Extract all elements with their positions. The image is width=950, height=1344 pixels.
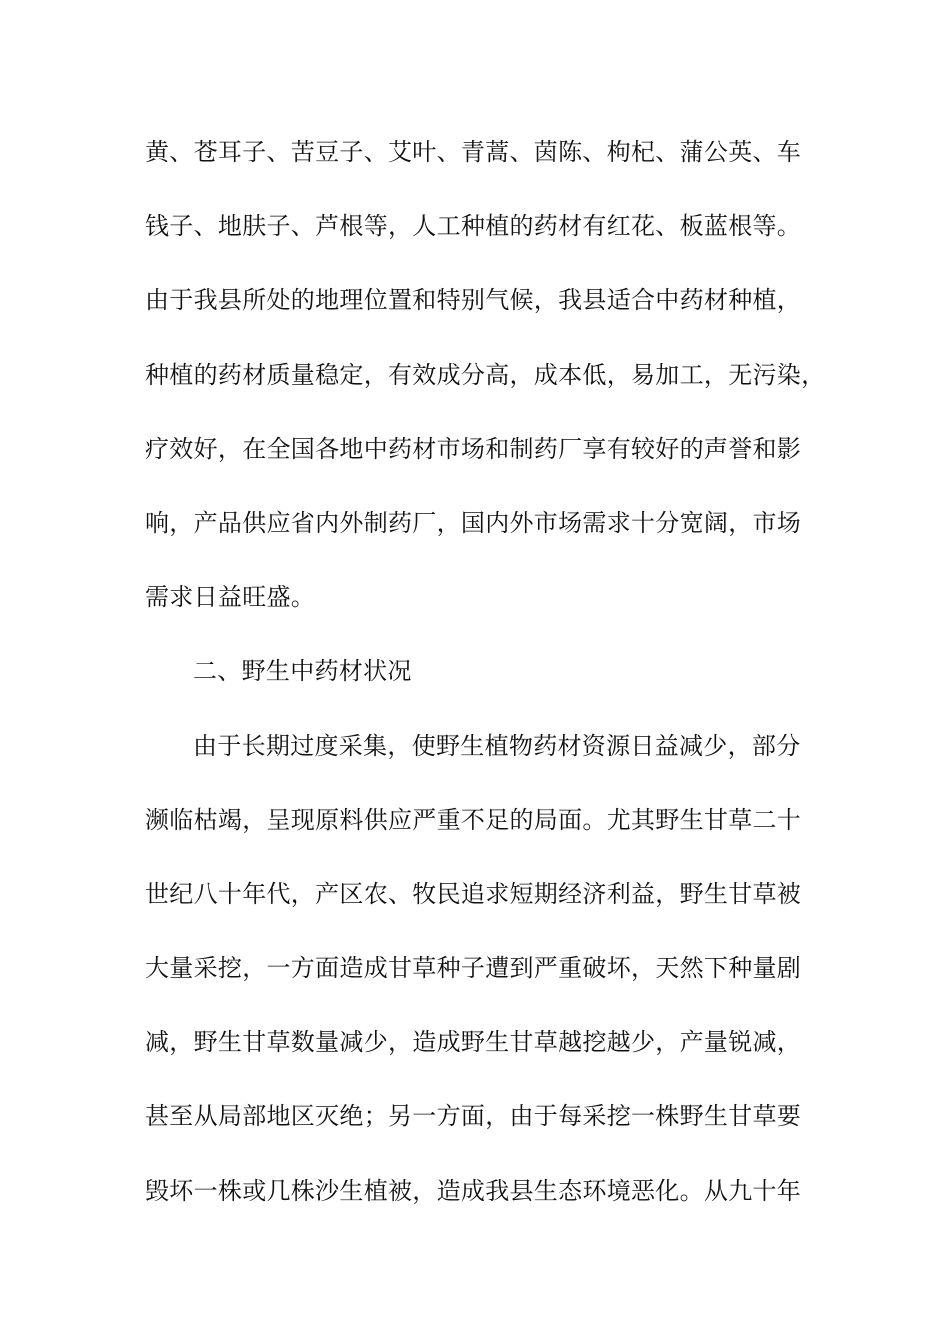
text-line: 需求日益旺盛。	[145, 583, 316, 612]
text-line: 大量采挖，一方面造成甘草种子遭到严重破坏，天然下种量剧	[145, 954, 802, 983]
text-line: 世纪八十年代，产区农、牧民追求短期经济利益，野生甘草被	[145, 879, 802, 908]
text-line: 响，产品供应省内外制药厂，国内外市场需求十分宽阔，市场	[145, 508, 802, 537]
text-line: 钱子、地肤子、芦根等，人工种植的药材有红花、板蓝根等。	[145, 212, 802, 241]
text-line: 黄、苍耳子、苦豆子、艾叶、青蒿、茵陈、枸杞、蒲公英、车	[145, 138, 802, 166]
text-line: 种植的药材质量稳定，有效成分高，成本低，易加工，无污染，	[145, 360, 826, 389]
document-body	[145, 130, 835, 1243]
text-line: 濒临枯竭，呈现原料供应严重不足的局面。尤其野生甘草二十	[145, 805, 802, 834]
text-line: 甚至从局部地区灭绝；另一方面，由于每采挖一株野生甘草要	[145, 1102, 802, 1131]
text-line: 疗效好，在全国各地中药材市场和制药厂享有较好的声誉和影	[145, 434, 802, 463]
text-line: 由于我县所处的地理位置和特别气候，我县适合中药材种植，	[145, 286, 802, 315]
text-line: 减，野生甘草数量减少，造成野生甘草越挖越少，产量锐减，	[145, 1028, 802, 1057]
text-line: 毁坏一株或几株沙生植被，造成我县生态环境恶化。从九十年	[145, 1176, 802, 1205]
text-line: 由于长期过度采集，使野生植物药材资源日益减少，部分	[193, 731, 801, 760]
section-heading: 二、野生中药材状况	[193, 657, 412, 686]
